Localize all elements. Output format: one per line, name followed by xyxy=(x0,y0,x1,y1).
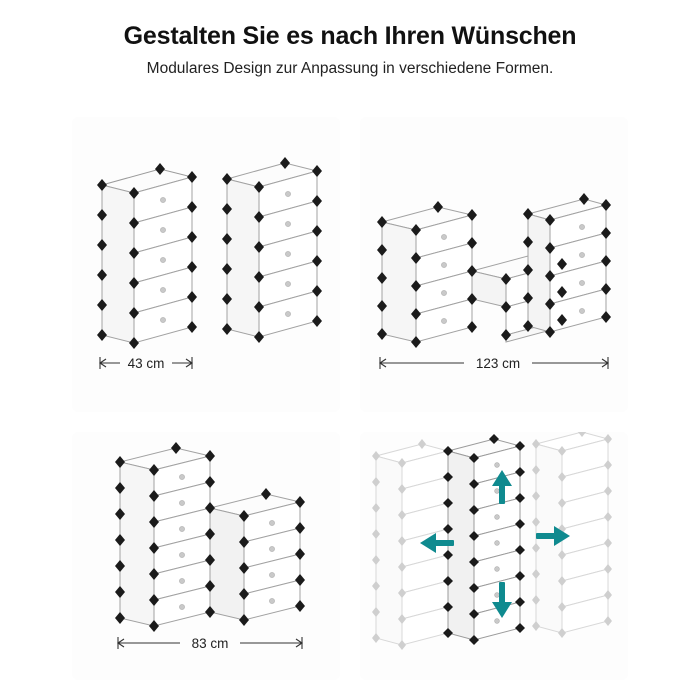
right-tower-shelves xyxy=(227,163,317,337)
stepped-left-block xyxy=(120,448,210,626)
wide-bench-diagram xyxy=(360,117,628,412)
center-solid-block xyxy=(448,439,520,640)
wide-left-block xyxy=(382,207,472,342)
stepped-right-block xyxy=(210,494,300,620)
measure-label-123: 123 cm xyxy=(475,356,521,371)
stepped-diagram xyxy=(72,432,340,680)
panel-two-towers xyxy=(72,117,340,412)
expandable-diagram xyxy=(360,432,628,680)
panel-expandable xyxy=(360,432,628,680)
measure-label-43: 43 cm xyxy=(127,356,165,371)
panel-wide-unit xyxy=(360,117,628,412)
left-tower-shelves xyxy=(102,177,192,343)
panel-stepped-unit xyxy=(72,432,340,680)
two-towers-diagram xyxy=(72,117,340,412)
page-title: Gestalten Sie es nach Ihren Wünschen xyxy=(123,22,577,50)
wide-right-block xyxy=(528,199,606,332)
header xyxy=(0,0,700,78)
measure-label-83: 83 cm xyxy=(191,636,229,651)
panel-grid xyxy=(72,117,628,677)
page-subtitle: Modulares Design zur Anpassung in verschiedene Formen. xyxy=(146,59,554,77)
